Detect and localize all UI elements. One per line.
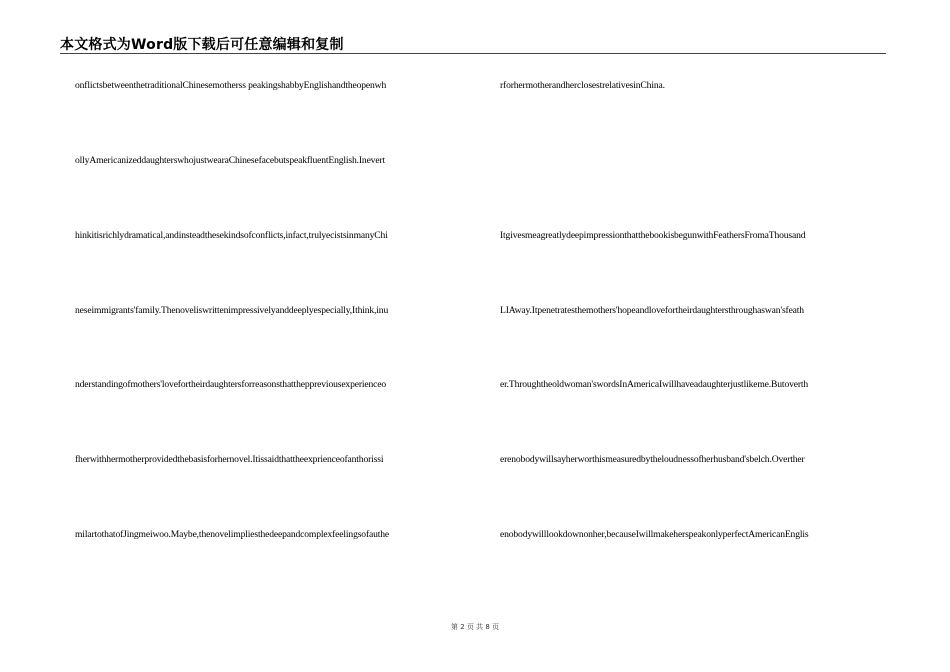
right-line-1: rforhermotherandherclosestrelativesinChina. (500, 80, 665, 91)
header-rule (60, 53, 886, 54)
left-line-4: neseimmigrants'family.Thenoveliswrittenimpressivelyanddeeplyespecially,Ithink,inu (75, 305, 389, 316)
right-line-4: er.Throughtheoldwoman'swordsInAmericaIwillhaveadaughterjustlikeme.Butoverth (500, 379, 809, 390)
left-line-5: nderstandingofmothers'lovefortheirdaughtersforreasonsthattheppreviousexperienceo (75, 379, 387, 390)
right-line-3: LIAway.Itpenetratesthemothers'hopeandlovefortheirdaughtersthroughaswan'sfeath (500, 305, 804, 316)
left-line-2: ollyAmericanizeddaughterswhojustwearaChinesefacebutspeakfluentEnglish.Inevert (75, 155, 385, 166)
right-line-5: erenobodywillsayherworthismeasuredbytheloudnessofherhusband'sbelch.Overther (500, 454, 805, 465)
left-line-1: onflictsbetweenthetraditionalChinesemotherss peakingshabbyEnglishandtheopenwh (75, 80, 387, 91)
left-line-7: milartothatofJingmeiwoo.Maybe,thenovelimpliesthedeepandcomplexfeelingsofauthe (75, 529, 390, 540)
left-line-6: fherwithhermotherprovidedthebasisforhernovel.Itissaidthattheexprienceofanthorissi (75, 454, 384, 465)
right-line-2: ItgivesmeagreatlydeepimpressionthatthebookisbegunwithFeathersFromaThousand (500, 230, 806, 241)
left-line-3: hinkitisrichlydramatical,andinsteadthesekindsofconflicts,infact,trulyecistsinmanyChi (75, 230, 388, 241)
page-number: 第 2 页 共 8 页 (450, 623, 500, 631)
document-header-title: 本文格式为Word版下载后可任意编辑和复制 (60, 37, 344, 53)
right-line-6: enobodywilllookdownonher,becauseIwillmakeherspeakonlyperfectAmericanEnglis (500, 529, 809, 540)
